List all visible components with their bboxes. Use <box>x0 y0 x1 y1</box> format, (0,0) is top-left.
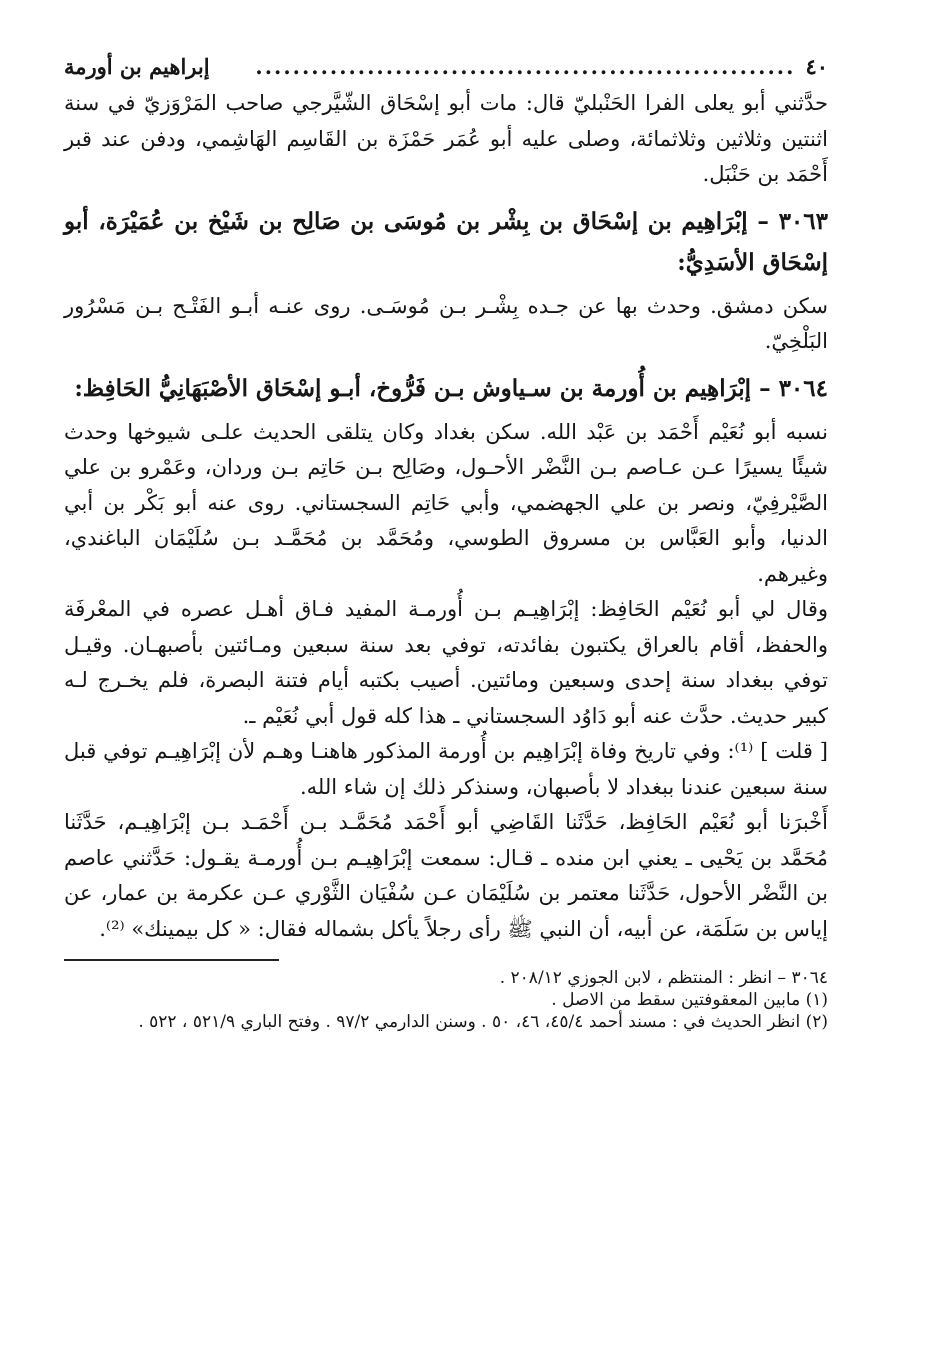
page-body <box>64 86 828 947</box>
running-title: إبراهيم بن أورمة <box>64 54 210 79</box>
paragraph: نسبه أبو نُعَيْم أَحْمَد بن عَبْد الله. سكن بغداد وكان يتلقى الحديث علـى شيوخها وحدث شيئًا يسيرًا عـن عـاصم بـن النَّضْر الأحـول، وصَالِح بـن حَاتِم بـن وردان، وعَمْرو بن علي الصَّيْرفِيّ، ونصر بن علي الجهضمي، وأبي حَاتِم السجستاني. روى عنه أبو بَكْر بن أبي الدنيا، وأبو العَبَّاس بن مسروق الطوسي، ومُحَمَّد بن مُحَمَّـد بـن سُلَيْمَان الباغندي، وغيرهم. <box>64 419 828 586</box>
footnote: (٢) انظر الحديث في : مسند أحمد ٤٥/٤، ٤٦، ٥٠ . وسنن الدارمي ٩٧/٢ . وفتح الباري ٥٢١/٩ ، ٥٢٢ . <box>138 1012 828 1032</box>
entry-heading-3063: ٣٠٦٣ – إبْرَاهِيم بن إسْحَاق بن بِشْر بن مُوسَى بن صَالِح بن شَيْخ بن عُمَيْرَة، أبو إسْحَاق الأسَدِيُّ: <box>64 207 828 276</box>
paragraph: وقال لي أبو نُعَيْم الحَافِظ: إبْرَاهِيـم بـن أُورمـة المفيد فـاق أهـل عصره في المعْرفَة والحفظ، أقام بالعراق يكتبون بفائدته، توفي بعد سنة سبعين ومـائتين بأصبهـان. وقيـل توفي ببغداد سنة إحدى وسبعين ومائتين. أصيب بكتبه أيام فتنة البصرة، فلم يخـرج لـه كبير حديث. حدَّث عنه أبو دَاوُد السجستاني ـ هذا كله قول أبي نُعَيْم ـ. <box>64 597 828 728</box>
paragraph: [ قلت ] ⁽¹⁾: وفي تاريخ وفاة إبْرَاهِيم بن أُورمة المذكور هاهنـا وهـم لأن إبْرَاهِيـم توفي قبل سنة سبعين عندنا ببغداد لا بأصبهان، وسنذكر ذلك إن شاء الله. <box>64 739 828 799</box>
page-number: ٤٠ <box>805 54 828 79</box>
entry-heading-3064: ٣٠٦٤ – إبْرَاهِيم بن أُورمة بن سـياوش بـن فَرُّوخ، أبـو إسْحَاق الأصْبَهَانِيُّ الحَافِظ: <box>74 374 828 402</box>
paragraph: أَخْبرَنا أبو نُعَيْم الحَافِظ، حَدَّثَنا القَاضِي أبو أَحْمَد مُحَمَّـد بـن أَحْمَـد بـن إبْرَاهِيـم، حَدَّثَنا مُحَمَّد بن يَحْيى ـ يعني ابن منده ـ قـال: سمعت إبْرَاهِيـم بـن أُورمـة يقـول: حَدَّثني عاصم بن النَّضْر الأحول، حَدَّثَنا معتمر بن سُلَيْمَان عـن سُفْيَان الثَّوْري عـن عكرمة بن عمار، عن إياس بن سَلَمَة، عن أبيه، أن النبي ﷺ رأى رجلاً يأكل بشماله فقال: « كل بيمينك» ⁽²⁾. <box>64 810 828 941</box>
footnote-separator <box>64 959 279 961</box>
footnote: ٣٠٦٤ – انظر : المنتظم ، لابن الجوزي ٢٠٨/١٢ . <box>499 968 828 988</box>
page-header <box>64 48 828 86</box>
footnotes <box>64 967 828 1033</box>
paragraph: حدَّثني أبو يعلى الفرا الحَنْبليّ قال: مات أبو إسْحَاق الشّيَّرجي صاحب المَرْوَزيّ في سنة اثنتين وثلاثين وثلاثمائة، وصلى عليه أبو عُمَر حَمْزَة بن القَاسِم الهَاشِمي، ودفن عند قبر أَحْمَد بن حَنْبَل. <box>64 91 828 186</box>
footnote: (١) مابين المعقوفتين سقط من الاصل . <box>551 990 828 1010</box>
paragraph: سكن دمشق. وحدث بها عن جـده بِشْـر بـن مُوسَـى. روى عنـه أبـو الفَتْـح بـن مَسْرُور البَلْخِيّ. <box>64 293 828 353</box>
header-leader-dots: .......................................................... <box>255 54 796 79</box>
